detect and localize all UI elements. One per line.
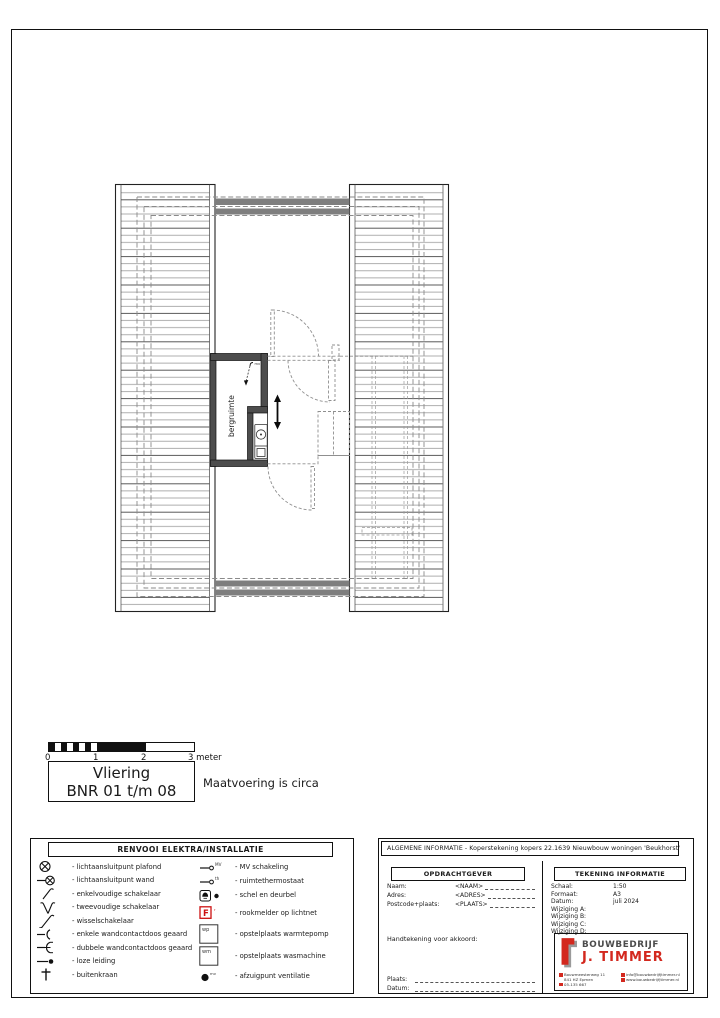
client-field-row [387,892,535,899]
company-logo-icon [558,937,580,969]
legend-row [199,860,349,874]
fill-line [488,892,535,899]
info-panel [378,838,694,994]
legend-row [37,901,195,915]
drawing-field-row [551,921,679,928]
legend-label: - afzuigpunt ventilatie [235,972,310,980]
contacts-left [559,973,621,987]
field-label: Plaats: [387,976,408,983]
scale-tick-2: 2 [141,753,147,763]
scale-segment-white [145,743,194,751]
scale-segment-black [97,743,146,751]
scale-bar [48,742,195,752]
outdoor-tap-icon [37,967,63,982]
svg-text:MV: MV [215,861,222,867]
date-row [387,985,535,992]
info-header: ALGEMENE INFORMATIE - Koperstekening kopers 22.1639 Nieuwbouw woningen 'Beukhorst' [381,841,679,856]
signature-label: Handtekening voor akkoord: [387,935,478,943]
svg-text:mv: mv [210,970,216,976]
drawing-field-row [551,906,679,913]
scale-tick-1: 1 [93,753,99,763]
smoke-detector-icon [199,905,235,920]
mv-switch-label: mv [254,362,261,366]
drawing-field-row [551,898,679,905]
field-label: Formaat: [551,890,578,898]
contact-line: 841 HZ Epmen [564,976,594,982]
contacts-right [621,973,683,987]
legend-label: - schel en deurbel [235,891,297,899]
legend-left-column [37,860,195,982]
legend-label: - enkelvoudige schakelaar [72,889,161,898]
legend-row [37,941,195,955]
contact-line: info@bouwbedrijfjtimmer.nl [621,973,683,978]
field-label: Wijziging D: [551,928,587,935]
ventilation-point-icon [199,969,235,984]
legend-title: RENVOOI ELEKTRA/INSTALLATIE [48,842,333,857]
drawing-field-row [551,913,679,920]
legend-row [199,945,349,967]
legend-label: - buitenkraan [72,970,118,979]
company-contacts [559,973,683,987]
contact-line: 05-135 667 [559,983,621,988]
legend-row [37,874,195,888]
svg-text:wm: wm [202,949,211,955]
legend-row [37,860,195,874]
thermostat-icon [199,874,235,889]
field-label: Naam: [387,883,407,890]
field-label: Postcode+plaats: [387,901,440,908]
svg-text:r: r [214,908,216,912]
drawing-field-row [551,891,679,898]
legend-label: - MV schakeling [235,863,289,871]
legend-label: - enkele wandcontactdoos geaard [72,930,188,939]
client-section-title: OPDRACHTGEVER [391,867,525,881]
washing-machine-box-icon [199,946,235,966]
legend-label: - loze leiding [72,957,116,966]
legend-label: - tweevoudige schakelaar [72,903,160,912]
legend-row [37,887,195,901]
field-value: <NAAM> [455,883,484,890]
legend-label: - rookmelder op lichtnet [235,908,317,917]
legend-label: - wisselschakelaar [72,916,134,925]
client-field-row [387,901,535,908]
field-value: A3 [613,890,621,898]
bullet-icon [559,973,563,977]
bullet-icon [621,973,625,977]
heat-pump-box-icon [199,924,235,944]
room-label: bergruimte [227,395,236,437]
company-name-bottom: J. TIMMER [582,950,664,965]
scale-segment-checker [49,743,97,751]
legend-row [199,874,349,888]
legend-label: - lichtaansluitpunt wand [72,876,155,885]
legend-panel [30,838,354,994]
svg-text:wp: wp [202,927,210,933]
field-label: Adres: [387,892,406,899]
plan-title-box [48,761,195,802]
place-row [387,976,535,983]
legend-row [37,955,195,969]
plan-title: Vliering [92,764,151,782]
legend-row [37,928,195,942]
legend-row [199,888,349,902]
field-label: Datum: [387,985,410,992]
legend-row [199,905,349,920]
field-label: Wijziging B: [551,913,587,920]
bullet-icon [621,978,625,982]
contact-line: www.bouwbedrijfjtimmer.nl [621,978,683,983]
drawing-field-row [551,883,679,890]
doorbell-icon [199,888,235,903]
field-label: Wijziging A: [551,905,586,913]
fill-line [415,976,535,983]
fill-line [415,985,535,992]
fill-line [490,901,535,908]
field-label: Datum: [551,898,574,905]
field-label: Schaal: [551,883,573,890]
legend-label: - opstelplaats wasmachine [235,952,326,960]
panel-divider [542,861,543,993]
legend-row [199,923,349,945]
legend-label: - lichtaansluitpunt plafond [72,862,162,871]
bullet-icon [559,983,563,987]
fill-line [485,883,535,890]
legend-row [37,914,195,928]
mv-switch-icon [199,860,235,875]
field-value: <PLAATS> [455,901,488,908]
field-label: Wijziging C: [551,920,587,928]
legend-label: - ruimtethermostaat [235,877,304,885]
scale-tick-3: 3 meter [188,753,222,763]
company-logo-box [554,933,688,991]
svg-text:th: th [215,875,220,881]
field-value: <ADRES> [455,892,486,899]
drawing-section-title: TEKENING INFORMATIE [554,867,686,881]
plan-subtitle: BNR 01 t/m 08 [66,782,177,800]
legend-label: - opstelplaats warmtepomp [235,930,329,938]
svg-text:F: F [203,909,209,919]
dimension-note: Maatvoering is circa [203,776,319,790]
legend-label: - dubbele wandcontactdoos geaard [72,943,193,952]
legend-row [37,968,195,982]
legend-row [199,969,349,983]
field-value: juli 2024 [613,898,639,905]
contact-line: Bouwmeesterweg 11 [559,973,621,978]
client-field-row [387,883,535,890]
scale-tick-0: 0 [45,753,51,763]
company-name-top: BOUWBEDRIJF [582,940,659,950]
field-value: 1:50 [613,883,627,890]
